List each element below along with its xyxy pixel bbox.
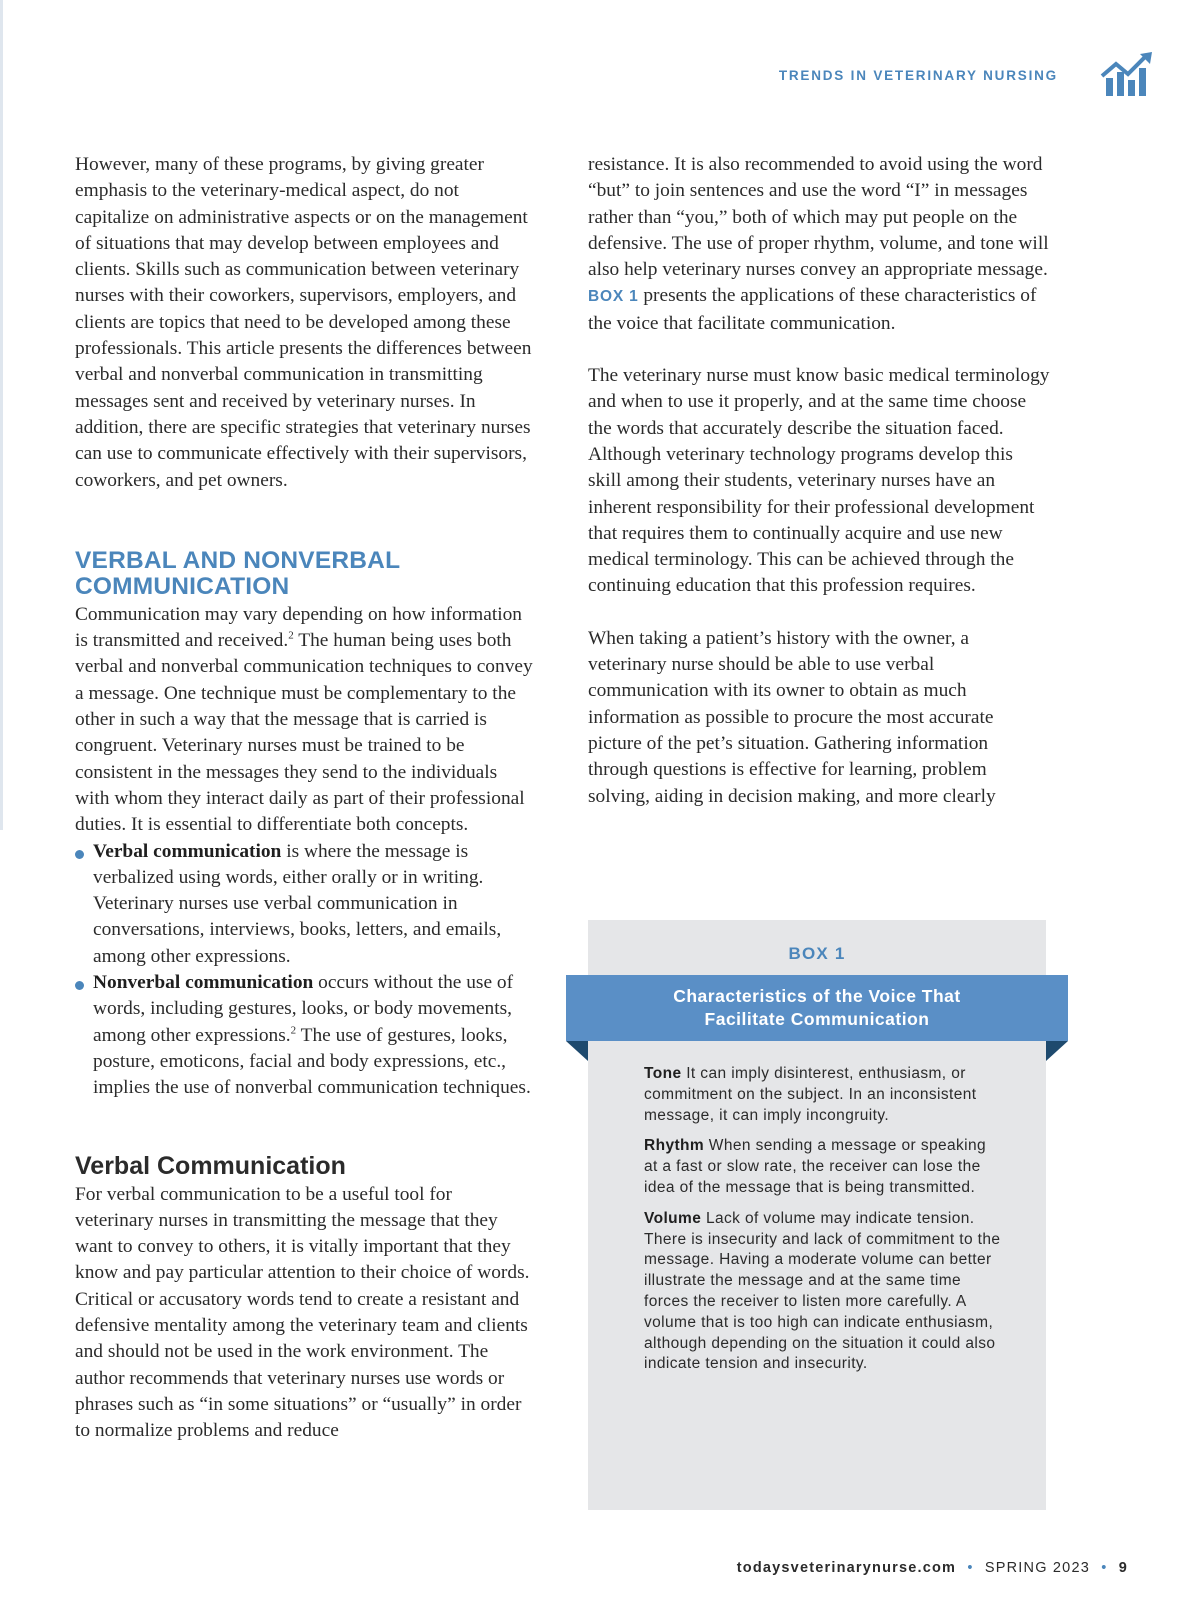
page-number: 9: [1118, 1560, 1128, 1576]
citation-ref: 2: [290, 1024, 297, 1037]
concept-list: [75, 839, 535, 1102]
list-item: Nonverbal communication occurs without the use of words, including gestures, looks, or body movements, among other expressions.$^2$ The use of gestures, looks, posture, emoticons, facial and body expressions, etc., implies the use of nonverbal communication techniques.: [75, 970, 535, 1101]
bullet-dot-icon: [75, 850, 84, 859]
banner-fold-left: [566, 1041, 588, 1061]
bar-chart-trend-icon: [1100, 52, 1154, 98]
right-paragraph-3: When taking a patient’s history with the owner, a veterinary nurse should be able to use verbal communication with its owner to obtain as much information as possible to procure the most accurate picture of the pet’s situation. Gathering information through questions is effective for learning, problem solving, aiding in decision making, and more clearly: [588, 627, 996, 807]
box-item-volume: Volume Lack of volume may indicate tension. There is insecurity and lack of commitment to the message. Having a moderate volume can better illustrate the message and at the same time forces the receiver to listen more carefully. A volume that is too high can indicate enthusiasm, although depending on the situation it could also indicate tension and insecurity.: [644, 1209, 1001, 1373]
right-column: [588, 152, 1050, 810]
box-item-tone: Tone It can imply disinterest, enthusiasm, or commitment on the subject. In an inconsistent message, it can imply incongruity.: [644, 1065, 977, 1124]
box-title-line1: Characteristics of the Voice That: [673, 986, 961, 1006]
page-footer: [737, 1560, 1128, 1576]
section-header-label: TRENDS IN VETERINARY NURSING: [778, 68, 1058, 83]
bullet-term: Verbal communication: [93, 840, 282, 862]
sub-paragraph: For verbal communication to be a useful tool for veterinary nurses in transmitting the message that they want to convey to others, it is vitally important that they know and pay particular attention to their choice of words. Critical or accusatory words tend to create a resistant and defensive mentality among the veterinary team and clients and should not be used in the work environment. The author recommends that veterinary nurses use words or phrases such as “in some situations” or “usually” in order to normalize problems and reduce: [75, 1183, 530, 1442]
section-paragraph: Communication may vary depending on how information is transmitted and received.$^2$ The human being uses both verbal and nonverbal communication techniques to convey a message. One technique must be complementary to the other in such a way that the message that is carried is congruent. Veterinary nurses must be trained to be consistent in the messages they send to the individuals with whom they interact daily as part of their professional duties. It is essential to differentiate both concepts.: [75, 603, 533, 836]
box-title-banner: [566, 975, 1068, 1041]
sub-heading: Verbal Communication: [75, 1151, 346, 1180]
section-heading-line2: COMMUNICATION: [75, 572, 290, 600]
intro-paragraph: However, many of these programs, by giving greater emphasis to the veterinary-medical aspect, do not capitalize on administrative aspects or on the management of situations that may develop between employees and clients. Skills such as communication between veterinary nurses with their coworkers, supervisors, employers, and clients are topics that need to be developed among these professionals. This article presents the differences between verbal and nonverbal communication in transmitting messages sent and received by veterinary nurses. In addition, there are specific strategies that veterinary nurses can use to communicate effectively with their supervisors, coworkers, and pet owners.: [75, 154, 532, 491]
citation-ref: 2: [288, 629, 294, 642]
bullet-term: Nonverbal communication: [93, 972, 314, 994]
right-paragraph-1: resistance. It is also recommended to avoid using the word “but” to join sentences and use the word “I” in messages rather than “you,” both of which may put people on the defensive. The use of proper rhythm, volume, and tone will also help veterinary nurses convey an appropriate message. BOX 1 presents the applications of these characteristics of the voice that facilitate communication.: [588, 154, 1049, 334]
section-heading: [75, 548, 535, 600]
box-item-rhythm: Rhythm When sending a message or speaking at a fast or slow rate, the receiver can lose the idea of the message that is being transmitted.: [644, 1137, 987, 1196]
list-item: Verbal communication is where the message is verbalized using words, either orally or in writing. Veterinary nurses use verbal communication in conversations, interviews, books, letters, and emails, among other expressions.: [75, 839, 535, 970]
box-title-line2: Facilitate Communication: [704, 1009, 930, 1029]
box-items: [644, 1064, 1004, 1385]
box-label: BOX 1: [788, 944, 846, 963]
footer-site: todaysveterinarynurse.com: [736, 1560, 957, 1576]
page-edge-strip: [0, 0, 3, 830]
right-paragraph-2: The veterinary nurse must know basic medical terminology and when to use it properly, and at the same time choose the words that accurately describe the situation faced. Although veterinary technology programs develop this skill among their students, veterinary nurses have an inherent responsibility for their professional development that requires them to continually acquire and use new medical terminology. This can be achieved through the continuing education that this profession requires.: [588, 365, 1050, 597]
footer-separator: •: [967, 1560, 974, 1576]
footer-separator: •: [1101, 1560, 1108, 1576]
bullet-dot-icon: [75, 981, 84, 990]
banner-fold-right: [1046, 1041, 1068, 1061]
left-column: [75, 152, 535, 1444]
section-heading-line1: VERBAL AND NONVERBAL: [75, 546, 401, 574]
box-reference-link[interactable]: BOX 1: [588, 288, 639, 306]
footer-issue: SPRING 2023: [984, 1560, 1090, 1576]
